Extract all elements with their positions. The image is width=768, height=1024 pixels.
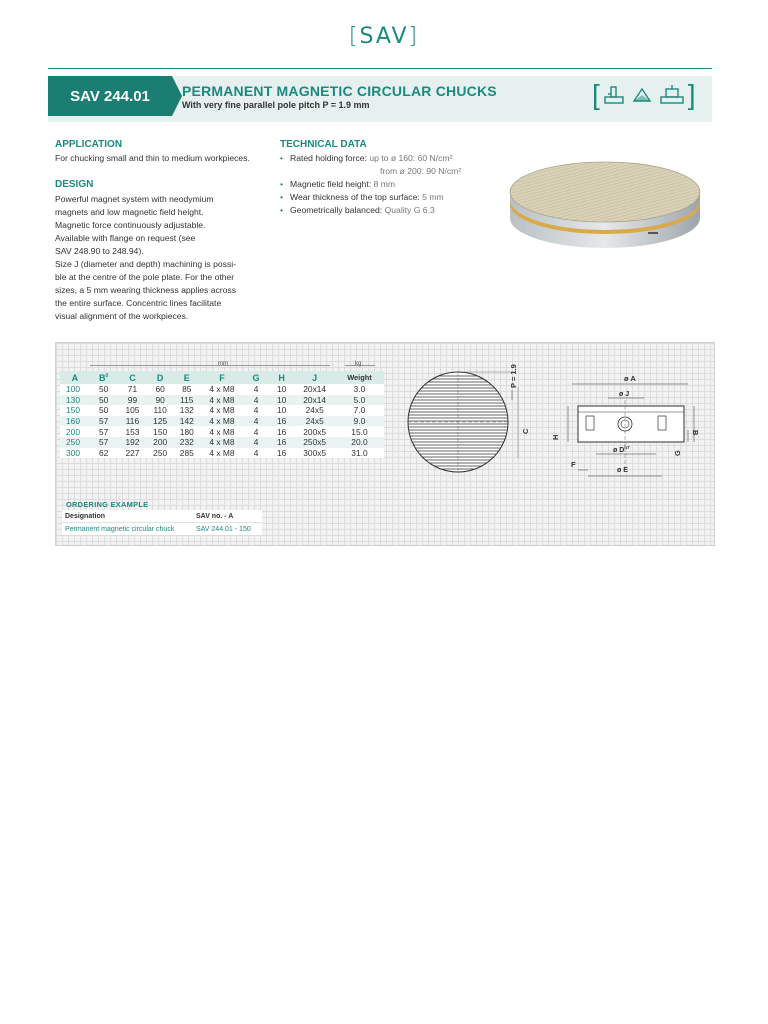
table-row (60, 426, 384, 437)
col-e: E (173, 371, 201, 384)
table-cell: 130 (60, 395, 90, 406)
design-line: Available with flange on request (see (55, 233, 196, 243)
table-row (60, 437, 384, 448)
table-cell: 4 x M8 (201, 384, 244, 395)
table-cell: 31.0 (335, 448, 384, 459)
dim-e-label: ø E (617, 467, 628, 474)
ordering-number: SAV 244.01 - 150 (193, 523, 262, 536)
technical-heading: TECHNICAL DATA (280, 139, 367, 150)
table-cell: 71 (118, 384, 148, 395)
design-line: sizes, a 5 mm wearing thickness applies across (55, 285, 237, 295)
design-line: Magnetic force continuously adjustable. (55, 220, 206, 230)
design-line: Size J (diameter and depth) machining is possi- (55, 259, 237, 269)
ordering-table (62, 510, 262, 535)
col-c: C (118, 371, 148, 384)
table-row (60, 384, 384, 395)
technical-list (280, 152, 500, 217)
table-cell: 200 (60, 426, 90, 437)
table-cell: 16 (269, 448, 295, 459)
table-cell: 4 (243, 416, 269, 427)
design-line: magnets and low magnetic field height. (55, 207, 204, 217)
design-line: the entire surface. Concentric lines facilitate (55, 298, 222, 308)
dim-f-label: F (571, 460, 576, 469)
col-h: H (269, 371, 295, 384)
col-weight: Weight (335, 371, 384, 384)
table-cell: 4 (243, 384, 269, 395)
col-d: D (147, 371, 173, 384)
table-cell: 4 x M8 (201, 395, 244, 406)
table-row (60, 405, 384, 416)
tech-item: • Rated holding force: up to ø 160: 60 N/cm² (280, 152, 500, 165)
application-text: For chucking small and thin to medium workpieces. (55, 153, 250, 163)
table-cell: 16 (269, 416, 295, 427)
table-cell: 50 (90, 395, 118, 406)
table-cell: 4 x M8 (201, 416, 244, 427)
table-cell: 4 (243, 437, 269, 448)
logo-text: SAV (359, 24, 409, 49)
col-f: F (201, 371, 244, 384)
application-heading: APPLICATION (55, 139, 123, 150)
table-cell: 4 (243, 426, 269, 437)
table-cell: 180 (173, 426, 201, 437)
design-line: SAV 248.90 to 248.94). (55, 246, 144, 256)
table-row (60, 395, 384, 406)
dim-h-label: H (551, 434, 560, 440)
table-cell: 57 (90, 437, 118, 448)
design-heading: DESIGN (55, 179, 94, 190)
design-line: visual alignment of the workpieces. (55, 311, 189, 321)
table-cell: 3.0 (335, 384, 384, 395)
table-cell: 250 (60, 437, 90, 448)
table-cell: 192 (118, 437, 148, 448)
milling-icon (630, 83, 654, 107)
table-cell: 4 (243, 448, 269, 459)
table-cell: 300 (60, 448, 90, 459)
table-cell: 115 (173, 395, 201, 406)
tech-item-continued: from ø 200: 90 N/cm² (380, 166, 462, 176)
table-cell: 116 (118, 416, 148, 427)
table-cell: 153 (118, 426, 148, 437)
design-text (55, 193, 270, 323)
table-header-row (60, 371, 384, 384)
table-cell: 142 (173, 416, 201, 427)
table-cell: 90 (147, 395, 173, 406)
sav-logo: [SAV] (348, 24, 420, 49)
dimensions-table (60, 371, 384, 458)
table-cell: 57 (90, 416, 118, 427)
table-cell: 250 (147, 448, 173, 459)
table-cell: 24x5 (294, 416, 335, 427)
table-cell: 4 x M8 (201, 448, 244, 459)
product-photo (500, 140, 710, 260)
table-cell: 4 x M8 (201, 426, 244, 437)
table-cell: 250x5 (294, 437, 335, 448)
ordering-heading: ORDERING EXAMPLE (66, 500, 149, 509)
table-cell: 50 (90, 384, 118, 395)
table-cell: 99 (118, 395, 148, 406)
table-cell: 60 (147, 384, 173, 395)
design-line: ble at the centre of the pole plate. For the other (55, 272, 235, 282)
design-line: Powerful magnet system with neodymium (55, 194, 214, 204)
dim-j-label: ø J (619, 391, 630, 398)
table-cell: 10 (269, 405, 295, 416)
ordering-col-designation: Designation (62, 510, 193, 523)
mm-dimension-line (90, 365, 330, 366)
application-icons: [ ] (592, 79, 696, 110)
col-b: $B^0$ (90, 371, 118, 384)
table-cell: 20x14 (294, 395, 335, 406)
table-cell: 150 (60, 405, 90, 416)
table-cell: 232 (173, 437, 201, 448)
table-cell: 300x5 (294, 448, 335, 459)
table-cell: 9.0 (335, 416, 384, 427)
table-cell: 200 (147, 437, 173, 448)
technical-drawing (400, 350, 710, 500)
table-cell: 10 (269, 384, 295, 395)
dim-c-label: C (521, 428, 530, 434)
table-row (60, 448, 384, 459)
table-cell: 4 (243, 395, 269, 406)
table-cell: 200x5 (294, 426, 335, 437)
product-code: SAV 244.01 (48, 76, 172, 116)
table-cell: 105 (118, 405, 148, 416)
table-cell: 15.0 (335, 426, 384, 437)
page-subtitle: With very fine parallel pole pitch P = 1.9 mm (182, 100, 370, 110)
ordering-col-number: SAV no. - A (193, 510, 262, 523)
table-cell: 160 (60, 416, 90, 427)
table-cell: 285 (173, 448, 201, 459)
col-j: J (294, 371, 335, 384)
table-cell: 16 (269, 426, 295, 437)
ordering-header-row (62, 510, 262, 523)
clamping-icon (658, 83, 686, 107)
col-g: G (243, 371, 269, 384)
table-cell: 7.0 (335, 405, 384, 416)
table-cell: 4 x M8 (201, 437, 244, 448)
table-row (60, 416, 384, 427)
header-rule (48, 68, 712, 69)
surface-grinding-icon (602, 83, 626, 107)
table-cell: 16 (269, 437, 295, 448)
table-cell: 125 (147, 416, 173, 427)
table-cell: 227 (118, 448, 148, 459)
table-cell: 5.0 (335, 395, 384, 406)
table-cell: 110 (147, 405, 173, 416)
col-a: A (60, 371, 90, 384)
ordering-row (62, 523, 262, 536)
table-cell: 20x14 (294, 384, 335, 395)
page-title: PERMANENT MAGNETIC CIRCULAR CHUCKS (182, 83, 497, 99)
pitch-label: P = 1.9 (509, 364, 518, 388)
table-cell: 50 (90, 405, 118, 416)
dim-b-label: B (691, 430, 700, 436)
table-cell: 57 (90, 426, 118, 437)
table-cell: 132 (173, 405, 201, 416)
table-cell: 100 (60, 384, 90, 395)
table-cell: 4 x M8 (201, 405, 244, 416)
dim-g-label: G (673, 450, 682, 456)
table-cell: 20.0 (335, 437, 384, 448)
table-cell: 4 (243, 405, 269, 416)
table-cell: 85 (173, 384, 201, 395)
tech-item: • Geometrically balanced: Quality G 6.3 (280, 204, 500, 217)
table-cell: 62 (90, 448, 118, 459)
dim-d-label: ø $D^{h7}$ (613, 445, 630, 454)
unit-mm: mm (218, 361, 228, 367)
table-cell: 24x5 (294, 405, 335, 416)
tech-item: • Magnetic field height: 8 mm (280, 178, 500, 191)
dim-a-label: ø A (624, 374, 636, 383)
table-cell: 150 (147, 426, 173, 437)
tech-item: • Wear thickness of the top surface: 5 mm (280, 191, 500, 204)
unit-kg: kg (355, 361, 362, 367)
ordering-designation: Permanent magnetic circular chuck (62, 523, 193, 536)
table-cell: 10 (269, 395, 295, 406)
